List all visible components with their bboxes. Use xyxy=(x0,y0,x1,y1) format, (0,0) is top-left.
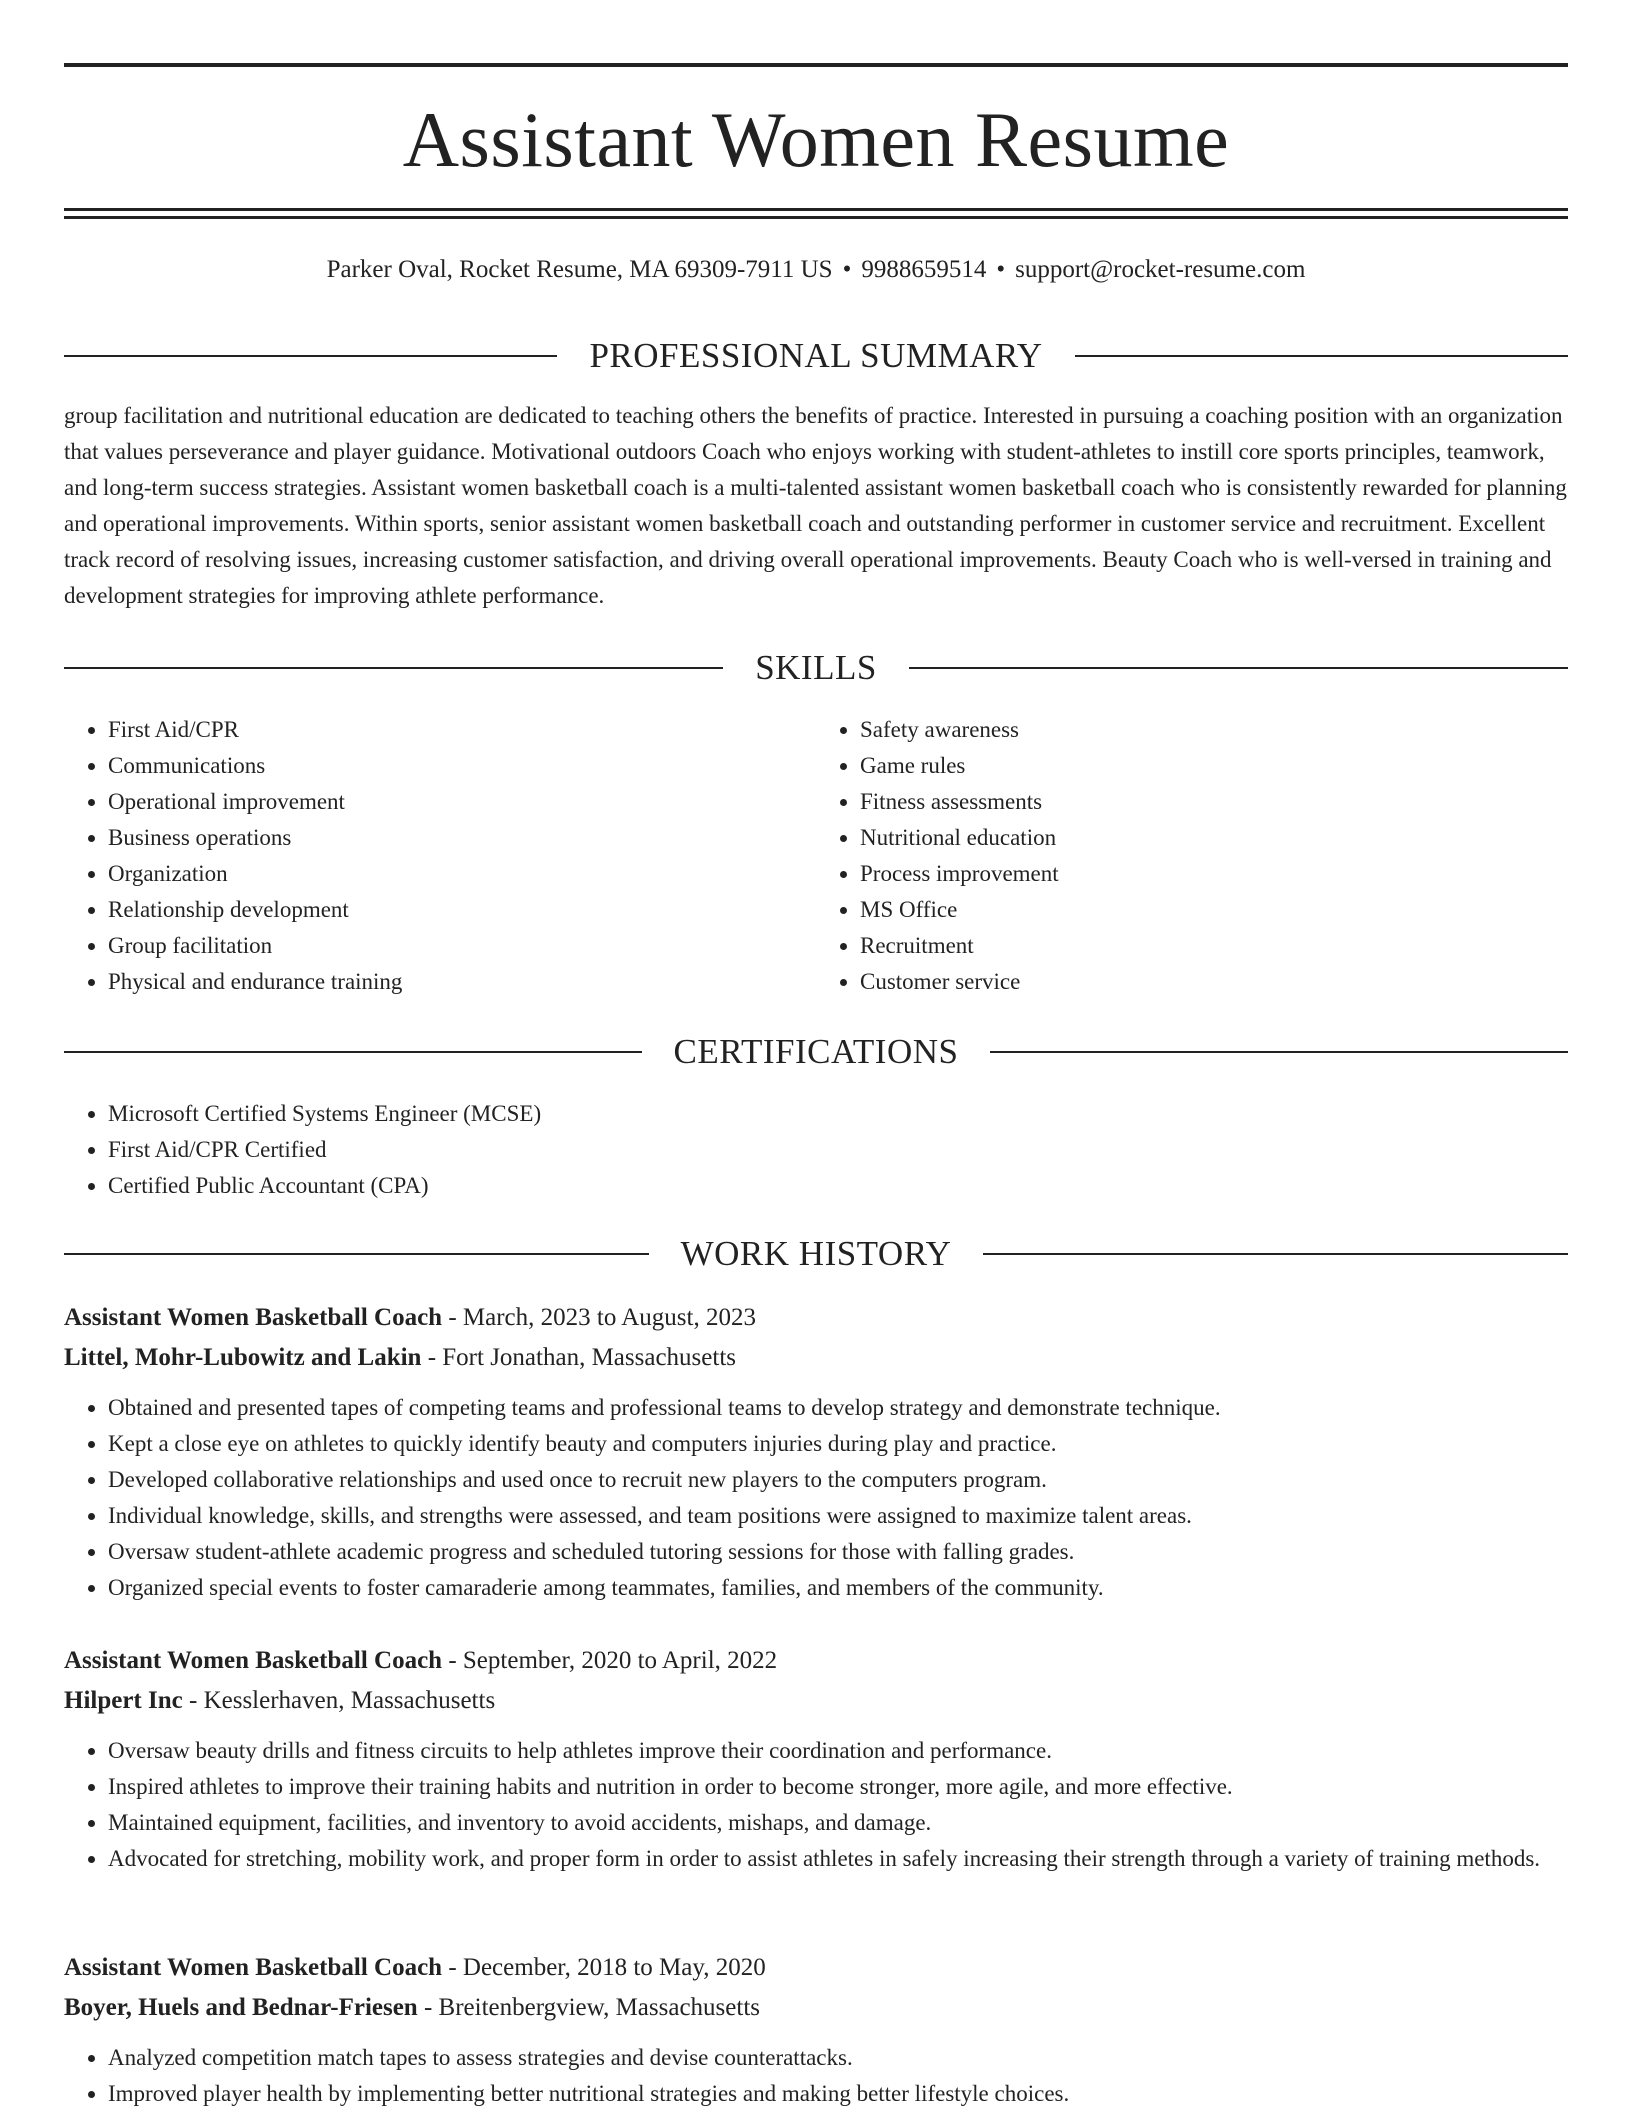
contact-separator: • xyxy=(842,256,852,283)
skills-list xyxy=(64,712,1568,1000)
section-rule-right xyxy=(1075,355,1568,357)
section-rule-right xyxy=(909,667,1568,669)
job-duty-item: • Improved player health by implementing better nutritional strategies and making better lifestyle choices. xyxy=(108,2076,1568,2112)
job-company: Boyer, Huels and Bednar-Friesen xyxy=(64,1994,418,2021)
skill-item: • Communications xyxy=(108,748,816,784)
job-dates: December, 2018 to May, 2020 xyxy=(462,1954,766,1981)
job-dates: March, 2023 to August, 2023 xyxy=(462,1304,756,1331)
job-location: Fort Jonathan, Massachusetts xyxy=(442,1344,736,1371)
resume-title: Assistant Women Resume xyxy=(402,96,1230,183)
certification-item: • First Aid/CPR Certified xyxy=(108,1132,1568,1168)
job-company-line: Boyer, Huels and Bednar-Friesen - Breitenbergview, Massachusetts xyxy=(64,1994,760,2021)
professional-summary-text: group facilitation and nutritional education are dedicated to teaching others the benefits of practice. Interested in pursuing a coaching position with an organization that values perseverance and player guidance. Motivational outdoors Coach who enjoys working with student-athletes to instill core sports principles, teamwork, and long-term success strategies. Assistant women basketball coach is a multi-talented assistant women basketball coach who is consistently rewarded for planning and operational improvements. Within sports, senior assistant women basketball coach and outstanding performer in customer service and recruitment. Excellent track record of resolving issues, increasing customer satisfaction, and driving overall operational improvements. Beauty Coach who is well-versed in training and development strategies for improving athlete performance. xyxy=(64,403,1567,608)
job-title: Assistant Women Basketball Coach xyxy=(64,1647,443,1674)
skill-item: • Game rules xyxy=(860,748,1568,784)
job-duty-item: • Organized special events to foster camaraderie among teammates, families, and members of the community. xyxy=(108,1570,1568,1606)
section-rule-left xyxy=(64,667,723,669)
certifications-list xyxy=(64,1096,1568,1204)
skill-item: • MS Office xyxy=(860,892,1568,928)
job-duty-item: • Advocated for stretching, mobility work, and proper form in order to assist athletes in safely increasing their strength through a variety of training methods. xyxy=(108,1841,1568,1877)
skill-item: • Group facilitation xyxy=(108,928,816,964)
job-duty-item: • Developed collaborative relationships and used once to recruit new players to the computers program. xyxy=(108,1462,1568,1498)
header-double-rule-upper xyxy=(64,208,1568,211)
skill-item: • Safety awareness xyxy=(860,712,1568,748)
job-duty-item: • Individual knowledge, skills, and strengths were assessed, and team positions were assigned to maximize talent areas. xyxy=(108,1498,1568,1534)
skill-item: • First Aid/CPR xyxy=(108,712,816,748)
job-duties xyxy=(64,1390,1568,1606)
job-title-line: Assistant Women Basketball Coach - September, 2020 to April, 2022 xyxy=(64,1647,778,1674)
certification-item: • Certified Public Accountant (CPA) xyxy=(108,1168,1568,1204)
skill-item: • Process improvement xyxy=(860,856,1568,892)
job-company: Littel, Mohr-Lubowitz and Lakin xyxy=(64,1344,422,1371)
job-entry xyxy=(64,1948,1568,2112)
skill-item: • Recruitment xyxy=(860,928,1568,964)
job-company-line: Littel, Mohr-Lubowitz and Lakin - Fort Jonathan, Massachusetts xyxy=(64,1344,736,1371)
section-title-work-history: WORK HISTORY xyxy=(680,1234,952,1273)
job-duty-item: • Obtained and presented tapes of competing teams and professional teams to develop strategy and demonstrate technique. xyxy=(108,1390,1568,1426)
job-location: Breitenbergview, Massachusetts xyxy=(438,1994,760,2021)
job-duties xyxy=(64,2040,1568,2112)
section-heading-work-history xyxy=(64,1232,1568,1276)
job-title: Assistant Women Basketball Coach xyxy=(64,1304,443,1331)
contact-email: support@rocket-resume.com xyxy=(1015,256,1306,283)
section-rule-left xyxy=(64,1051,642,1053)
certification-item: • Microsoft Certified Systems Engineer (MCSE) xyxy=(108,1096,1568,1132)
job-duty-item: • Oversaw beauty drills and fitness circuits to help athletes improve their coordination and performance. xyxy=(108,1733,1568,1769)
job-entry xyxy=(64,1298,1568,1606)
contact-address: Parker Oval, Rocket Resume, MA 69309-7911 US xyxy=(326,256,833,283)
section-title-certifications: CERTIFICATIONS xyxy=(673,1032,959,1071)
job-entry xyxy=(64,1641,1568,1877)
contact-line xyxy=(64,254,1568,286)
contact-phone: 9988659514 xyxy=(861,256,987,283)
job-duty-item: • Analyzed competition match tapes to assess strategies and devise counterattacks. xyxy=(108,2040,1568,2076)
contact-separator: • xyxy=(996,256,1006,283)
job-duty-item: • Oversaw student-athlete academic progress and scheduled tutoring sessions for those with falling grades. xyxy=(108,1534,1568,1570)
skill-item: • Operational improvement xyxy=(108,784,816,820)
header-double-rule-lower xyxy=(64,216,1568,219)
section-rule-right xyxy=(990,1051,1568,1053)
job-company-line: Hilpert Inc - Kesslerhaven, Massachusetts xyxy=(64,1687,496,1714)
job-title: Assistant Women Basketball Coach xyxy=(64,1954,443,1981)
job-duty-item: • Maintained equipment, facilities, and inventory to avoid accidents, mishaps, and damage. xyxy=(108,1805,1568,1841)
job-company: Hilpert Inc xyxy=(64,1687,183,1714)
skill-item: • Fitness assessments xyxy=(860,784,1568,820)
skill-item: • Organization xyxy=(108,856,816,892)
skill-item: • Nutritional education xyxy=(860,820,1568,856)
skill-item: • Business operations xyxy=(108,820,816,856)
job-dates: September, 2020 to April, 2022 xyxy=(462,1647,778,1674)
job-duty-item: • Inspired athletes to improve their training habits and nutrition in order to become stronger, more agile, and more effective. xyxy=(108,1769,1568,1805)
skill-item: • Relationship development xyxy=(108,892,816,928)
section-rule-right xyxy=(983,1253,1568,1255)
job-title-line: Assistant Women Basketball Coach - December, 2018 to May, 2020 xyxy=(64,1954,766,1981)
job-title-line: Assistant Women Basketball Coach - March, 2023 to August, 2023 xyxy=(64,1304,756,1331)
skill-item: • Customer service xyxy=(860,964,1568,1000)
header-top-rule xyxy=(64,63,1568,67)
job-duties xyxy=(64,1733,1568,1877)
skills-column-right xyxy=(816,712,1568,1000)
job-duty-item: • Kept a close eye on athletes to quickly identify beauty and computers injuries during play and practice. xyxy=(108,1426,1568,1462)
section-heading-summary xyxy=(64,334,1568,378)
section-heading-skills xyxy=(64,646,1568,690)
skill-item: • Physical and endurance training xyxy=(108,964,816,1000)
section-title-summary: PROFESSIONAL SUMMARY xyxy=(589,336,1043,375)
skills-column-left xyxy=(64,712,816,1000)
section-rule-left xyxy=(64,355,557,357)
section-heading-certifications xyxy=(64,1030,1568,1074)
job-location: Kesslerhaven, Massachusetts xyxy=(203,1687,496,1714)
section-rule-left xyxy=(64,1253,649,1255)
section-title-skills: SKILLS xyxy=(755,648,877,687)
